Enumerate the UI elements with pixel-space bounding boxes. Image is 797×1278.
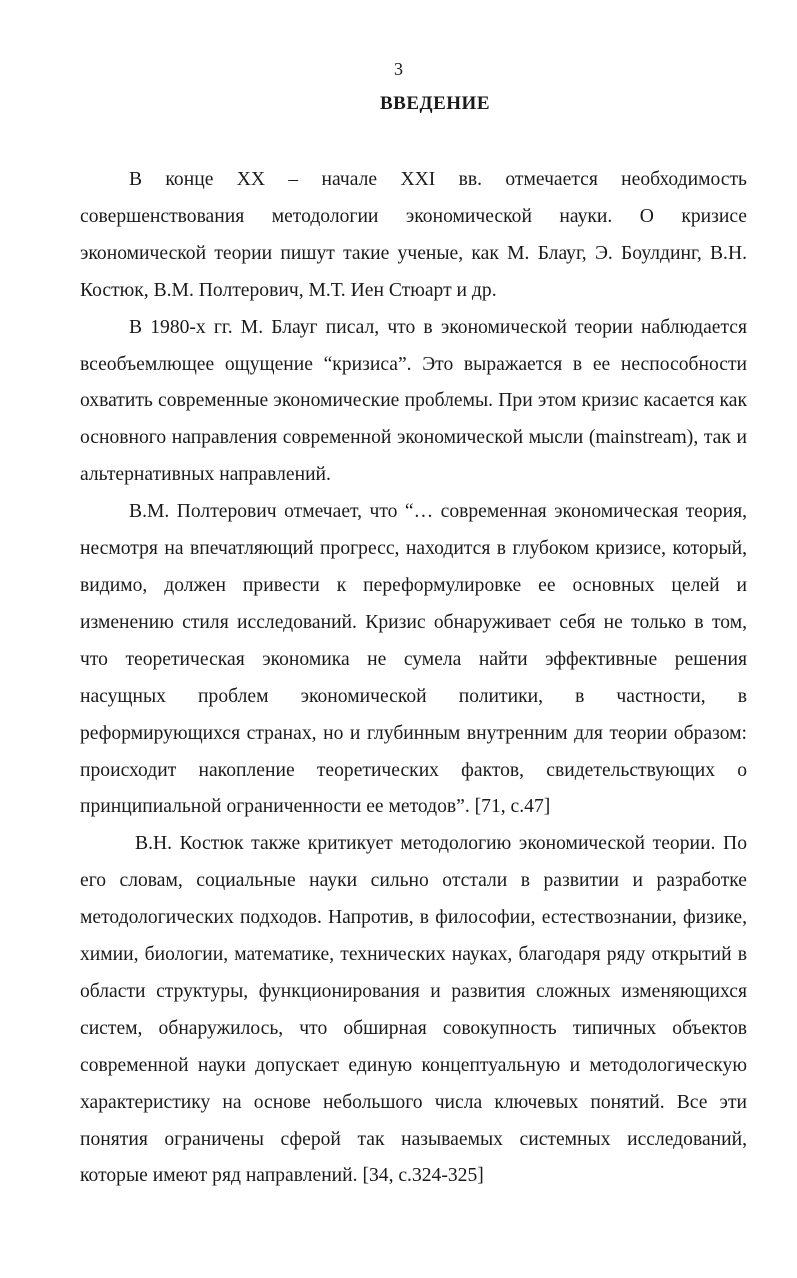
paragraph-3: В.М. Полтерович отмечает, что “… современная экономическая теория, несмотря на впечатляющий прогресс, находится в глубоком кризисе, который, видимо, должен привести к переформулировке ее основных целей и изменению стиля исследований. Кризис обнаруживает себя не только в том, что теоретическая экономика не сумела найти эффективные решения насущных проблем экономической политики, в частности, в реформирующихся странах, но и глубинным внутренним для теории образом: происходит накопление теоретических фактов, свидетельствующих о принципиальной ограниченности ее методов”. [71, с.47]	[80, 501, 747, 818]
page-number: 3	[394, 59, 403, 79]
section-heading: ВВЕДЕНИЕ	[380, 93, 490, 114]
paragraph-4: В.Н. Костюк также критикует методологию экономической теории. По его словам, социальные науки сильно отстали в развитии и разработке методологических подходов. Напротив, в философии, естествознании, физике, химии, биологии, математике, технических науках, благодаря ряду открытий в области структуры, функционирования и развития сложных изменяющихся систем, обнаружилось, что обширная совокупность типичных объектов современной науки допускает единую концептуальную и методологическую характеристику на основе небольшого числа ключевых понятий. Все эти понятия ограничены сферой так называемых системных исследований, которые имеют ряд направлений. [34, с.324-325]	[80, 833, 747, 1187]
body-text	[80, 162, 747, 1195]
paragraph-1: В конце XX – начале XXI вв. отмечается необходимость совершенствования методологии экономической науки. О кризисе экономической теории пишут такие ученые, как М. Блауг, Э. Боулдинг, В.Н. Костюк, В.М. Полтерович, М.Т. Иен Стюарт и др.	[80, 169, 747, 301]
paragraph-2: В 1980-х гг. М. Блауг писал, что в экономической теории наблюдается всеобъемлющее ощущение “кризиса”. Это выражается в ее неспособности охватить современные экономические проблемы. При этом кризис касается как основного направления современной экономической мысли (mainstream), так и альтернативных направлений.	[80, 316, 747, 486]
